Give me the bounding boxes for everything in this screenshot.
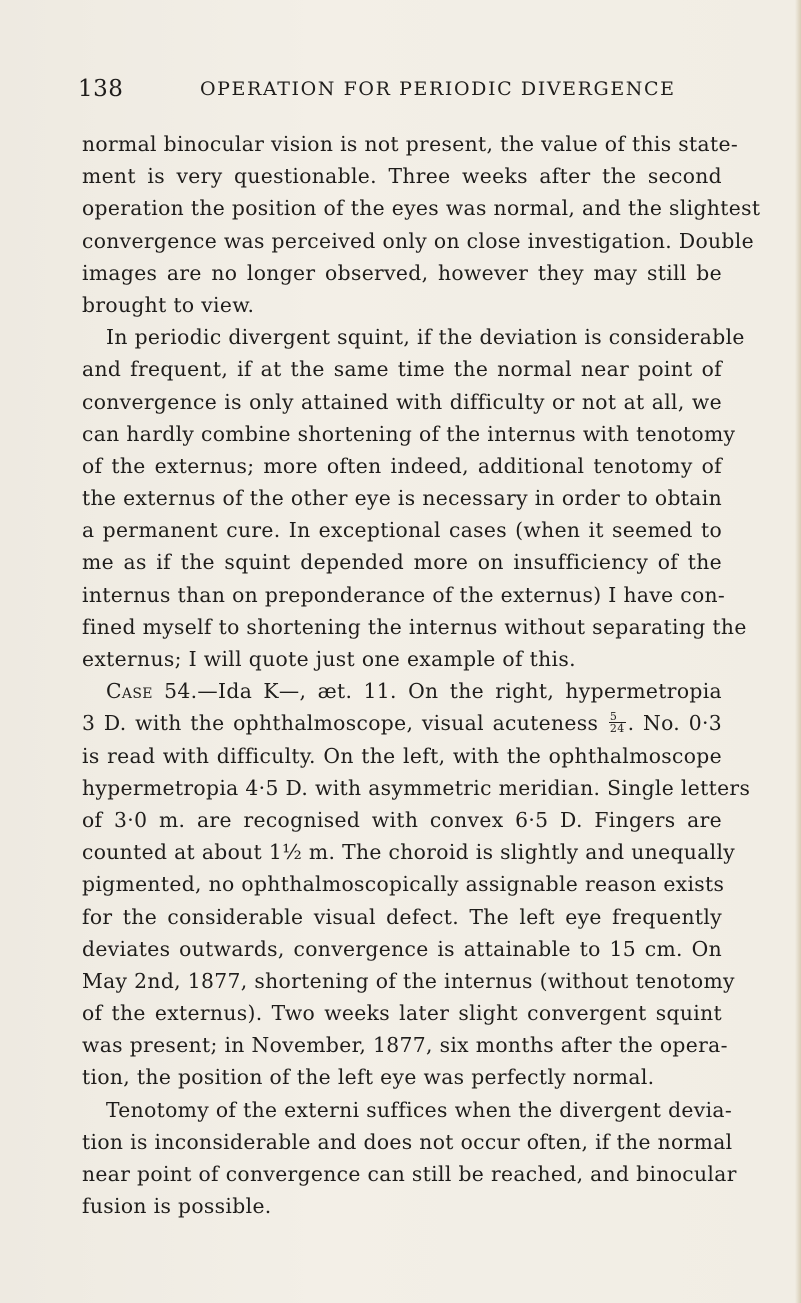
text-line: tion is inconsiderable and does not occur often, if the normal xyxy=(82,1129,733,1154)
text-line: is read with difficulty. On the left, with the ophthalmoscope xyxy=(82,743,722,768)
text-line: tion, the position of the left eye was perfectly normal. xyxy=(82,1065,655,1090)
text-line: for the considerable visual defect. The left eye frequently xyxy=(82,904,722,929)
text-line: operation the position of the eyes was normal, and the slightest xyxy=(82,196,761,221)
case-label: Case xyxy=(106,679,153,704)
text-line: fined myself to shortening the internus without separating the xyxy=(82,614,747,639)
text-line: of 3·0 m. are recognised with convex 6·5 D. Fingers are xyxy=(82,807,722,832)
text-line: a permanent cure. In exceptional cases (when it seemed to xyxy=(82,518,722,543)
text-line: images are no longer observed, however they may still be xyxy=(82,260,722,285)
text-line: can hardly combine shortening of the internus with tenotomy xyxy=(82,421,736,446)
text-line: and frequent, if at the same time the normal near point of xyxy=(82,357,722,382)
text-line: brought to view. xyxy=(82,292,255,317)
page-number: 138 xyxy=(78,76,124,102)
text-line: near point of convergence can still be reached, and binocular xyxy=(82,1162,737,1186)
text-line: me as if the squint depended more on insufficiency of the xyxy=(82,550,722,575)
text-line: May 2nd, 1877, shortening of the internus (without tenotomy xyxy=(82,968,735,993)
fraction-denominator: 24 xyxy=(609,722,625,736)
page-edge-shadow xyxy=(795,0,801,1303)
page-header xyxy=(78,76,728,106)
text-line: counted at about 1½ m. The choroid is slightly and unequally xyxy=(82,840,736,865)
text-line: was present; in November, 1877, six months after the opera- xyxy=(82,1033,728,1058)
text-line: hypermetropia 4·5 D. with asymmetric meridian. Single letters xyxy=(82,775,751,800)
text-line: convergence was perceived only on close investigation. Double xyxy=(82,228,754,253)
text-line: Tenotomy of the externi suffices when the divergent devia- xyxy=(106,1097,733,1122)
text-line: pigmented, no ophthalmoscopically assignable reason exists xyxy=(82,872,725,897)
acuity-line xyxy=(82,707,722,739)
text-line: externus; I will quote just one example of this. xyxy=(82,647,576,671)
text-line: internus than on preponderance of the externus) I have con- xyxy=(82,582,726,607)
acuity-fraction xyxy=(609,711,626,734)
acuity-line-suffix: . No. 0·3 xyxy=(627,711,723,736)
body-text xyxy=(82,128,761,1222)
text-line: In periodic divergent squint, if the deviation is considerable xyxy=(106,325,745,350)
text-line: deviates outwards, convergence is attainable to 15 cm. On xyxy=(82,936,722,961)
text-line: of the externus; more often indeed, additional tenotomy of xyxy=(82,453,722,478)
case-line xyxy=(82,675,722,707)
text-line: convergence is only attained with difficulty or not at all, we xyxy=(82,389,722,414)
fraction-numerator: 5 xyxy=(609,711,626,723)
text-line: the externus of the other eye is necessary in order to obtain xyxy=(82,486,722,511)
text-line: fusion is possible. xyxy=(82,1194,272,1219)
text-line: normal binocular vision is not present, the value of this state- xyxy=(82,132,739,156)
text-line: ment is very questionable. Three weeks after the second xyxy=(82,164,722,189)
text-line: of the externus). Two weeks later slight convergent squint xyxy=(82,1001,722,1026)
case-line-rest: 54.—Ida K—, æt. 11. On the right, hypermetropia xyxy=(152,679,722,704)
running-head: OPERATION FOR PERIODIC DIVERGENCE xyxy=(200,78,676,100)
acuity-line-prefix: 3 D. with the ophthalmoscope, visual acuteness xyxy=(82,711,599,736)
